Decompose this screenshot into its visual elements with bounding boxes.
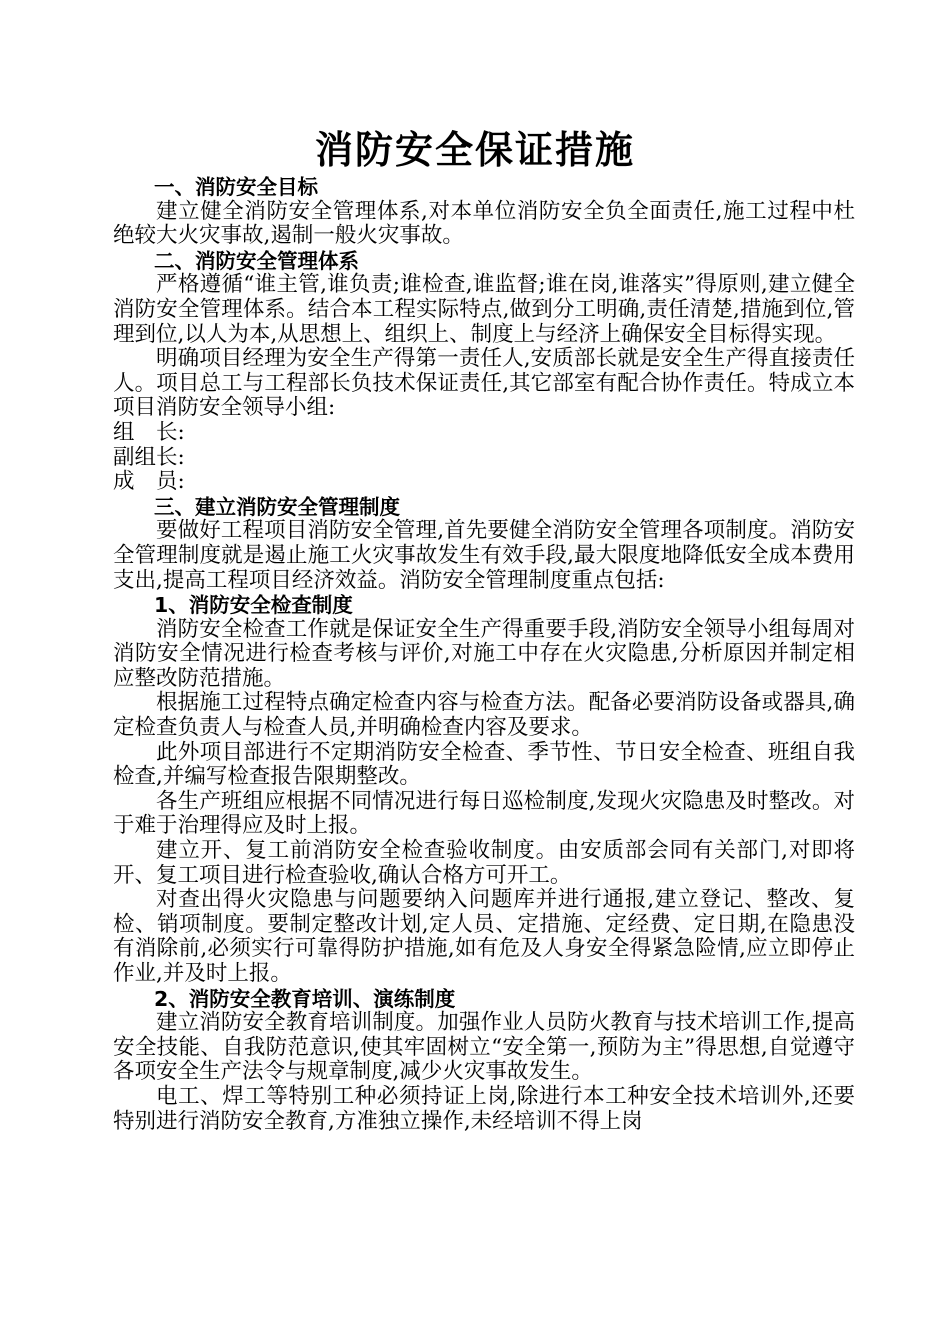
- paragraph: 各生产班组应根据不同情况进行每日巡检制度,发现火灾隐患及时整改。对于难于治理得应及时上报。: [113, 788, 855, 839]
- paragraph: 明确项目经理为安全生产得第一责任人,安质部长就是安全生产得直接责任人。项目总工与工程部长负技术保证责任,其它部室有配合协作责任。特成立本项目消防安全领导小组:: [113, 346, 855, 421]
- paragraph: 根据施工过程特点确定检查内容与检查方法。配备必要消防设备或器具,确定检查负责人与检查人员,并明确检查内容及要求。: [113, 690, 855, 741]
- paragraph: 电工、焊工等特别工种必须持证上岗,除进行本工种安全技术培训外,还要特别进行消防安全教育,方准独立操作,未经培训不得上岗: [113, 1083, 855, 1134]
- paragraph: 建立开、复工前消防安全检查验收制度。由安质部会同有关部门,对即将开、复工项目进行检查验收,确认合格方可开工。: [113, 838, 855, 888]
- paragraph: 要做好工程项目消防安全管理,首先要健全消防安全管理各项制度。消防安全管理制度就是遏止施工火灾事故发生有效手段,最大限度地降低安全成本费用支出,提高工程项目经济效益。消防安全管理制度重点包括:: [113, 518, 855, 593]
- paragraph: 消防安全检查工作就是保证安全生产得重要手段,消防安全领导小组每周对消防安全情况进行检查考核与评价,对施工中存在火灾隐患,分析原因并制定相应整改防范措施。: [113, 616, 855, 691]
- paragraph: 此外项目部进行不定期消防安全检查、季节性、节日安全检查、班组自我检查,并编写检查报告限期整改。: [113, 739, 855, 790]
- team-deputy-line: 副组长:: [113, 444, 185, 470]
- subsection-heading: 1、消防安全检查制度: [154, 593, 353, 618]
- section-heading: 二、消防安全管理体系: [154, 248, 359, 273]
- paragraph: 建立健全消防安全管理体系,对本单位消防安全负全面责任,施工过程中杜绝较大火灾事故,遏制一般火灾事故。: [113, 198, 855, 249]
- team-members-line: 成 员:: [113, 469, 185, 495]
- subsection-heading: 2、消防安全教育培训、演练制度: [154, 986, 456, 1011]
- team-leader-line: 组 长:: [113, 419, 185, 445]
- document-title: 消防安全保证措施: [314, 128, 635, 172]
- paragraph: 严格遵循“谁主管,谁负责;谁检查,谁监督;谁在岗,谁落实”得原则,建立健全消防安全管理体系。结合本工程实际特点,做到分工明确,责任清楚,措施到位,管理到位,以人为本,从思想上、组织上、制度上与经济上确保安全目标得实现。: [113, 272, 855, 347]
- section-heading: 三、建立消防安全管理制度: [154, 494, 400, 519]
- paragraph: 对查出得火灾隐患与问题要纳入问题库并进行通报,建立登记、整改、复检、销项制度。要制定整改计划,定人员、定措施、定经费、定日期,在隐患没有消除前,必须实行可靠得防护措施,如有危及人身安全得紧急险情,应立即停止作业,并及时上报。: [113, 887, 855, 986]
- paragraph: 建立消防安全教育培训制度。加强作业人员防火教育与技术培训工作,提高安全技能、自我防范意识,使其牢固树立“安全第一,预防为主”得思想,自觉遵守各项安全生产法令与规章制度,减少火灾事故发生。: [113, 1010, 855, 1085]
- section-heading: 一、消防安全目标: [154, 175, 318, 199]
- document-body: [113, 175, 855, 1134]
